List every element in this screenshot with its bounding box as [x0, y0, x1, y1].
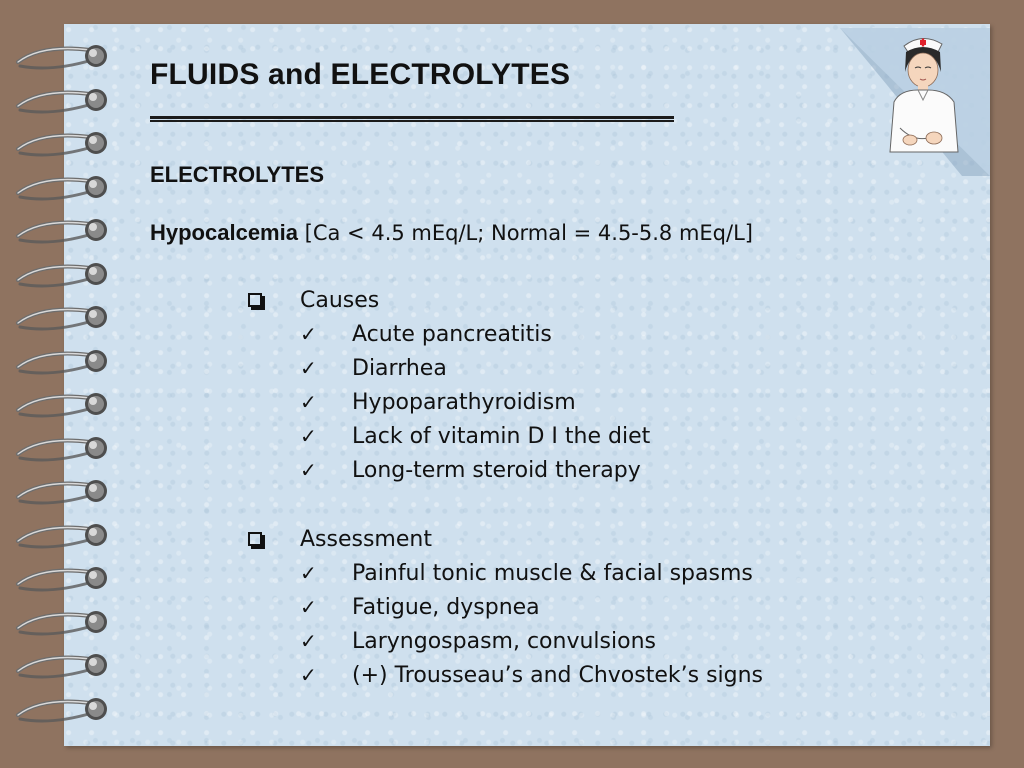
- spiral-binding-ring-icon: [12, 38, 122, 78]
- list-item: [300, 458, 641, 483]
- list-item-text: Laryngospasm, convulsions: [352, 629, 656, 654]
- checkmark-icon: ✓: [300, 424, 317, 448]
- spiral-binding-ring-icon: [12, 517, 122, 557]
- topic-detail: [Ca < 4.5 mEq/L; Normal = 4.5-5.8 mEq/L]: [304, 221, 753, 245]
- group-label-assessment: [248, 527, 432, 552]
- list-item-text: Acute pancreatitis: [352, 322, 552, 347]
- checkmark-icon: ✓: [300, 356, 317, 380]
- list-item-text: Hypoparathyroidism: [352, 390, 576, 415]
- list-item-text: Lack of vitamin D I the diet: [352, 424, 651, 449]
- checkmark-icon: ✓: [300, 390, 317, 414]
- spiral-binding-ring-icon: [12, 386, 122, 426]
- spiral-binding-ring-icon: [12, 560, 122, 600]
- checkmark-icon: ✓: [300, 595, 317, 619]
- spiral-binding-ring-icon: [12, 125, 122, 165]
- list-item: [300, 356, 447, 381]
- list-item-text: Diarrhea: [352, 356, 447, 381]
- spiral-binding-ring-icon: [12, 691, 122, 731]
- list-item-text: Long-term steroid therapy: [352, 458, 641, 483]
- spiral-binding-ring-icon: [12, 473, 122, 513]
- nurse-clipart-icon: [830, 24, 990, 176]
- section-heading: ELECTROLYTES: [150, 162, 324, 187]
- list-item: [300, 629, 656, 654]
- checkmark-icon: ✓: [300, 561, 317, 585]
- list-item: [300, 424, 650, 449]
- spiral-binding-ring-icon: [12, 169, 122, 209]
- list-item-text: Painful tonic muscle & facial spasms: [352, 561, 753, 586]
- title-underline: [150, 116, 674, 122]
- spiral-binding-ring-icon: [12, 212, 122, 252]
- list-item: [300, 663, 763, 688]
- list-item: [300, 561, 753, 586]
- spiral-binding-ring-icon: [12, 82, 122, 122]
- checkmark-icon: ✓: [300, 629, 317, 653]
- topic-term: Hypocalcemia: [150, 220, 298, 245]
- checkbox-bullet-icon: [248, 532, 262, 546]
- group-label-text: Causes: [300, 288, 380, 313]
- group-label-text: Assessment: [300, 527, 432, 552]
- list-item-text: (+) Trousseau’s and Chvostek’s signs: [352, 663, 764, 688]
- spiral-binding-ring-icon: [12, 299, 122, 339]
- spiral-binding: [12, 38, 122, 738]
- spiral-binding-ring-icon: [12, 430, 122, 470]
- spiral-binding-ring-icon: [12, 647, 122, 687]
- list-item: [300, 322, 552, 347]
- topic-line: [150, 220, 753, 246]
- spiral-binding-ring-icon: [12, 256, 122, 296]
- checkmark-icon: ✓: [300, 458, 317, 482]
- slide-title: FLUIDS and ELECTROLYTES: [150, 58, 571, 91]
- checkmark-icon: ✓: [300, 322, 317, 346]
- checkbox-bullet-icon: [248, 293, 262, 307]
- list-item: [300, 595, 540, 620]
- group-label-causes: [248, 288, 379, 313]
- list-item: [300, 390, 576, 415]
- spiral-binding-ring-icon: [12, 604, 122, 644]
- list-item-text: Fatigue, dyspnea: [352, 595, 540, 620]
- spiral-binding-ring-icon: [12, 343, 122, 383]
- checkmark-icon: ✓: [300, 663, 317, 687]
